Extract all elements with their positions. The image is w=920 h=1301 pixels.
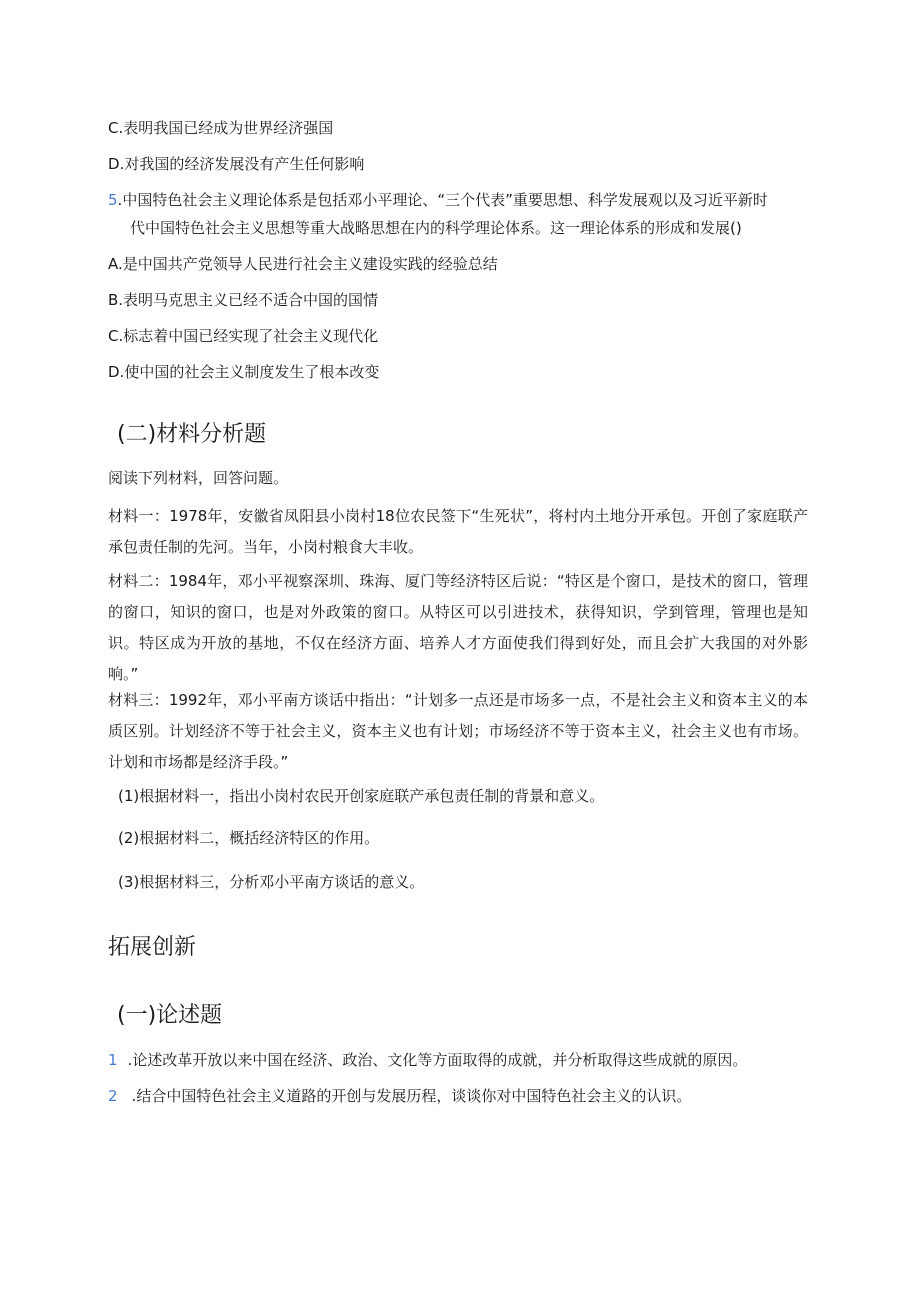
option-5c: C.标志着中国已经实现了社会主义现代化 (108, 327, 379, 345)
section-heading-essay: (一)论述题 (117, 1003, 223, 1028)
essay-item-1 (108, 1050, 747, 1070)
option-4c: C.表明我国已经成为世界经济强国 (108, 119, 334, 137)
sub-question-1: (1)根据材料一，指出小岗村农民开创家庭联产承包责任制的背景和意义。 (118, 787, 605, 805)
question-5-number: 5 (108, 191, 118, 209)
essay-item-1-text: .论述改革开放以来中国在经济、政治、文化等方面取得的成就，并分析取得这些成就的原因。 (127, 1051, 748, 1069)
option-5d: D.使中国的社会主义制度发生了根本改变 (108, 363, 380, 381)
option-4d: D.对我国的经济发展没有产生任何影响 (108, 155, 365, 173)
material-1: 材料一：1978年，安徽省凤阳县小岗村18位农民签下“生死状”，将村内土地分开承包。开创了家庭联产承包责任制的先河。当年，小岗村粮食大丰收。 (108, 507, 808, 556)
question-5-text-line1: .中国特色社会主义理论体系是包括邓小平理论、“三个代表”重要思想、科学发展观以及习近平新时 (117, 191, 768, 209)
section-heading-material-analysis: (二)材料分析题 (117, 422, 267, 447)
sub-question-3: (3)根据材料三，分析邓小平南方谈话的意义。 (118, 873, 425, 891)
question-5 (108, 190, 768, 210)
option-5b: B.表明马克思主义已经不适合中国的国情 (108, 291, 379, 309)
reading-instruction: 阅读下列材料，回答问题。 (108, 469, 289, 487)
sub-question-2: (2)根据材料二，概括经济特区的作用。 (118, 829, 380, 847)
question-5-text-line2: 代中国特色社会主义思想等重大战略思想在内的科学理论体系。这一理论体系的形成和发展() (130, 219, 742, 237)
essay-item-2-text: .结合中国特色社会主义道路的开创与发展历程，谈谈你对中国特色社会主义的认识。 (131, 1087, 692, 1105)
material-3: 材料三：1992年，邓小平南方谈话中指出：“计划多一点还是市场多一点，不是社会主义和资本主义的本质区别。计划经济不等于社会主义，资本主义也有计划；市场经济不等于资本主义，社会主义也有市场。计划和市场都是经济手段。” (108, 691, 808, 771)
essay-item-2-number: 2 (108, 1087, 118, 1105)
option-5a: A.是中国共产党领导人民进行社会主义建设实践的经验总结 (108, 255, 498, 273)
section-heading-extension: 拓展创新 (108, 935, 197, 960)
essay-item-2 (108, 1086, 691, 1106)
material-2: 材料二：1984年，邓小平视察深圳、珠海、厦门等经济特区后说：“特区是个窗口，是技术的窗口，管理的窗口，知识的窗口，也是对外政策的窗口。从特区可以引进技术，获得知识，学到管理，管理也是知识。特区成为开放的基地，不仅在经济方面、培养人才方面使我们得到好处，而且会扩大我国的对外影响。” (108, 572, 808, 683)
essay-item-1-number: 1 (108, 1051, 118, 1069)
